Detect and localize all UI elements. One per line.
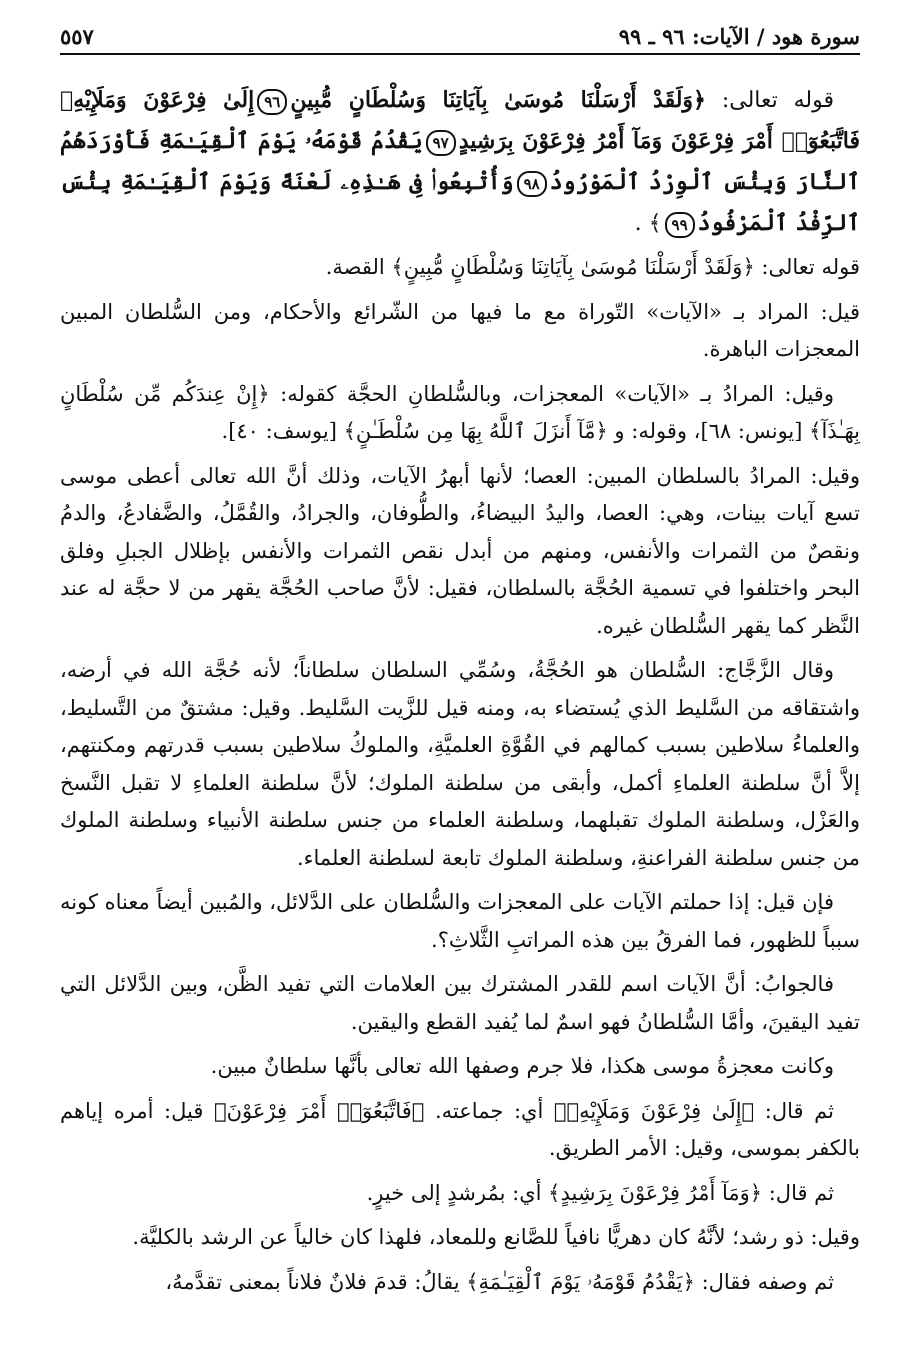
paragraph-musa-miracle: وكانت معجزةُ موسى هكذا، فلا جرم وصفها الله تعالى بأنَّها سلطانٌ مبين. [210, 1054, 834, 1078]
ayah-number-98: ٩٨ [517, 171, 547, 197]
paragraph-dahri: وقيل: ذو رشد؛ لأنَّهُ كان دهريًّا نافياً للصَّانع وللمعاد، فلهذا كان خالياً عن الرشد بالكليَّة. [132, 1225, 860, 1249]
page-content [60, 80, 860, 1301]
verse-97-text: إِلَىٰ فِرْعَوْنَ وَمَلَإِيْهِۦ فَاتَّبَعُوٓا۟ أَمْرَ فِرْعَوْنَ وَمَآ أَمْرُ فِرْعَوْنَ بِرَشِيدٍ [60, 87, 860, 154]
page-header [60, 22, 860, 58]
verse-99-text: وَأُتْبِعُوا۟ فِى هَـٰذِهِۦ لَعْنَةً وَيَوْمَ ٱلْقِيَـٰمَةِ بِئْسَ ٱلرِّفْدُ ٱلْمَرْفُودُ [60, 169, 860, 236]
paragraph-pharaoh-chiefs: ثم قال: ﴿إِلَىٰ فِرْعَوْنَ وَمَلَإِيْهِۦ﴾ أي: جماعته. ﴿فَاتَّبَعُوٓا۟ أَمْرَ فِرْعَوْنَ﴾ قيل: أمره إياهم بالكفر بموسى، وقيل: الأمر الطريق. [60, 1098, 860, 1160]
paragraph-answer: فالجوابُ: أنَّ الآيات اسم للقدر المشترك بين العلامات التي تفيد الظَّن، وبين الدَّلائل التي تفيد اليقينَ، وأمَّا السُّلطانُ فهو اسمٌ لما يُفيد القطع واليقين. [60, 972, 860, 1034]
paragraph-intro: قوله تعالى: ﴿وَلَقَدْ أَرْسَلْنَا مُوسَىٰ بِآيَاتِنَا وَسُلْطَانٍ مُّبِينٍ﴾ القصة. [325, 255, 860, 279]
verse-lead: قوله تعالى: [705, 88, 834, 113]
verse-96-text: ﴿وَلَقَدْ أَرْسَلْنَا مُوسَىٰ بِآيَاتِنَا وَسُلْطَانٍ مُّبِينٍ [290, 87, 706, 113]
paragraph-zajjaj: وقال الزَّجَّاج: السُّلطان هو الحُجَّةُ، وسُمِّي السلطان سلطاناً؛ لأنه حُجَّة الله في أرضه، واشتقاقه من السَّليط الذي يُستضاء به، ومنه قيل للزَّيت السَّليط. وقيل: مشتقٌ من التَّسليط، والعلماءُ سلاطين بسبب كمالهم في القُوَّةِ العلميَّةِ، والملوكُ سلاطين بسبب قدرتهم ومكنتهم، إلاَّ أنَّ سلطنة العلماءِ أكمل، وأبقى من سلطنة الملوك؛ لأنَّ سلطنة العلماءِ لا تقبل النَّسخ والعَزْل، وسلطنة الملوك تقبلهما، وسلطنة العلماء من جنس سلطنة الأنبياء وسلطنة الملوك من جنس سلطنة الفراعنةِ، وسلطنة الملوك تابعة لسلطنة العلماء. [60, 658, 860, 870]
header-rule [60, 53, 860, 55]
ayah-number-97: ٩٧ [426, 130, 456, 156]
running-title: سورة هود / الآيات: ٩٦ ـ ٩٩ [611, 24, 860, 49]
page-number: ٥٥٧ [60, 24, 102, 49]
paragraph-not-rightly-guided: ثم قال: ﴿وَمَآ أَمْرُ فِرْعَوْنَ بِرَشِيدٍ﴾ أي: بمُرشدٍ إلى خيرٍ. [366, 1180, 834, 1205]
paragraph-yaqdumu: ثم وصفه فقال: ﴿يَقْدُمُ قَوْمَهُۥ يَوْمَ ٱلْقِيَـٰمَةِ﴾ يقالُ: قدمَ فلانٌ فلاناً بمعنى تقدَّمهُ، [165, 1269, 834, 1294]
verse-block [60, 80, 860, 244]
ayah-number-99: ٩٩ [665, 212, 695, 238]
paragraph-ayat-meaning: قيل: المراد بـ «الآيات» التّوراة مع ما فيها من الشّرائع والأحكام، ومن السُّلطان المبين المعجزات الباهرة. [60, 299, 860, 361]
verse-98-text: يَقْدُمُ قَوْمَهُۥ يَوْمَ ٱلْقِيَـٰمَةِ فَأَوْرَدَهُمُ ٱلنَّارَ وَبِئْسَ ٱلْوِرْدُ ٱلْمَوْرُودُ [60, 128, 860, 195]
book-page [60, 22, 860, 1308]
paragraph-question: فإن قيل: إذا حملتم الآيات على المعجزات والسُّلطان على الدَّلائل، والمُبين أيضاً معناه كونه سبباً للظهور، فما الفرقُ بين هذه المراتبِ الثَّلاثِ؟. [60, 890, 860, 952]
paragraph-nine-signs: وقيل: المرادُ بالسلطان المبين: العصا؛ لأنها أبهرُ الآيات، وذلك أنَّ الله تعالى أعطى موسى تسع آيات بينات، وهي: العصا، واليدُ البيضاءُ، والطُّوفان، والجرادُ، والقُمَّلُ، والضَّفادعُ، والدمُ ونقصٌ من الثمرات والأنفس، ومنهم من أبدل نقص الثمرات والأنفس بإظلال الجبلِ وفلق البحر واختلفوا في تسمية الحُجَّة بالسلطان، فقيل: لأنَّ صاحب الحُجَّة يقهر من لا حجَّة له عند النَّظر كما يقهر السُّلطان غيره. [60, 463, 860, 638]
paragraph-sultan-hujja: وقيل: المرادُ بـ «الآيات» المعجزات، وبالسُّلطانِ الحجَّة كقوله: ﴿إِنْ عِندَكُم مِّن سُلْطَانٍ بِهَـٰذَآ﴾ [يونس: ٦٨]، وقوله: و ﴿مَّآ أَنزَلَ ٱللَّهُ بِهَا مِن سُلْطَـٰنٍ﴾ [يوسف: ٤٠]. [60, 381, 860, 443]
ayah-number-96: ٩٦ [257, 89, 287, 115]
verse-end: ﴾ . [634, 211, 662, 236]
